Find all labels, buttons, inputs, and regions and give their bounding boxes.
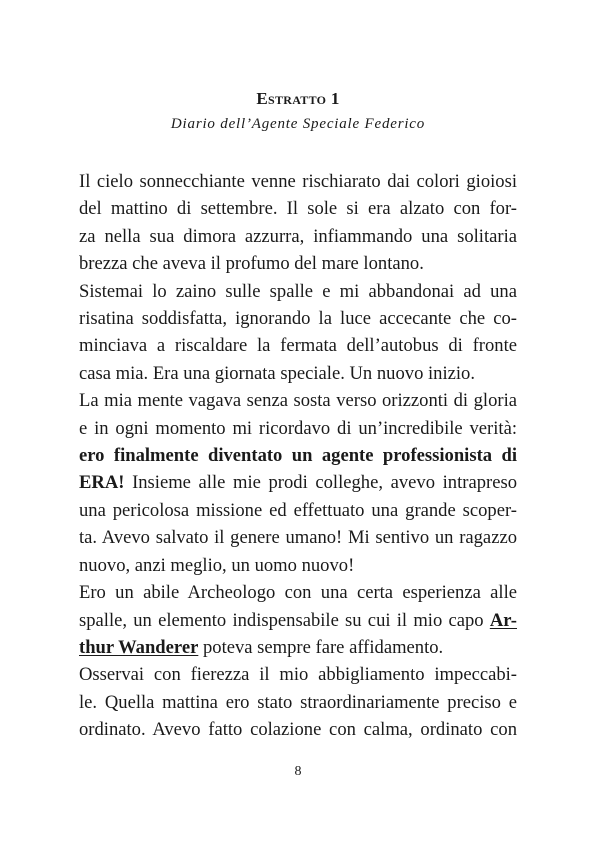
diary-subtitle: Diario dell’Agente Speciale Federico xyxy=(170,116,426,132)
chapter-header xyxy=(0,88,596,135)
text-line xyxy=(79,689,517,716)
text-line xyxy=(79,634,517,661)
text-run: ordinato. Avevo fatto colazione con calma, ordinato con xyxy=(79,719,517,741)
text-line xyxy=(79,552,517,579)
text-line xyxy=(79,607,517,634)
text-line xyxy=(79,661,517,688)
text-run: Il cielo sonnecchiante venne rischiarato dai colori gioiosi xyxy=(79,171,517,192)
name-link-part1[interactable]: Ar- xyxy=(489,609,517,631)
text-line xyxy=(79,305,517,332)
text-run: brezza che aveva il profumo del mare lontano. xyxy=(79,253,424,275)
text-line xyxy=(79,387,517,414)
text-line xyxy=(79,168,517,195)
text-line xyxy=(79,716,517,743)
body-text xyxy=(79,168,517,744)
page-number: 8 xyxy=(294,764,302,779)
text-run: minciava a riscaldare la fermata dell’autobus di fronte xyxy=(79,335,517,357)
name-link-part2[interactable]: thur Wanderer xyxy=(79,636,199,658)
text-run: del mattino di settembre. Il sole si era alzato con for- xyxy=(79,198,517,220)
text-line xyxy=(79,332,517,359)
text-line xyxy=(79,250,517,277)
text-line xyxy=(79,442,517,469)
text-run: ta. Avevo salvato il genere umano! Mi sentivo un ragazzo xyxy=(79,527,517,549)
text-run: nuovo, anzi meglio, un uomo nuovo! xyxy=(79,554,355,576)
text-line xyxy=(79,524,517,551)
text-run: La mia mente vagava senza sosta verso orizzonti di gloria xyxy=(79,390,517,412)
text-line xyxy=(79,469,517,496)
extract-title: Estratto 1 xyxy=(256,89,340,108)
text-line xyxy=(79,278,517,305)
text-run: Osservai con fierezza il mio abbigliamento impeccabi- xyxy=(79,664,517,686)
text-run: risatina soddisfatta, ignorando la luce accecante che co- xyxy=(79,308,517,330)
text-run: una pericolosa missione ed effettuato una grande scoper- xyxy=(79,499,517,521)
text-line xyxy=(79,360,517,387)
text-line xyxy=(79,497,517,524)
bold-text: ero finalmente diventato un agente professionista di xyxy=(79,445,517,467)
text-run: za nella sua dimora azzurra, infiammando una solitaria xyxy=(79,225,517,247)
text-run: poteva sempre fare affidamento. xyxy=(198,636,444,658)
bold-text: ERA! xyxy=(79,472,125,494)
text-run: e in ogni momento mi ricordavo di un’incredibile verità: xyxy=(79,417,517,439)
text-run: casa mia. Era una giornata speciale. Un nuovo inizio. xyxy=(79,362,476,384)
text-line xyxy=(79,223,517,250)
text-run: Insieme alle mie prodi colleghe, avevo intrapreso xyxy=(124,472,517,494)
text-run: spalle, un elemento indispensabile su cui il mio capo xyxy=(79,609,490,631)
text-line xyxy=(79,415,517,442)
text-line xyxy=(79,579,517,606)
text-line xyxy=(79,195,517,222)
text-run: le. Quella mattina ero stato straordinariamente preciso e xyxy=(79,691,517,713)
text-run: Sistemai lo zaino sulle spalle e mi abbandonai ad una xyxy=(79,280,517,302)
text-run: Ero un abile Archeologo con una certa esperienza alle xyxy=(79,582,517,604)
